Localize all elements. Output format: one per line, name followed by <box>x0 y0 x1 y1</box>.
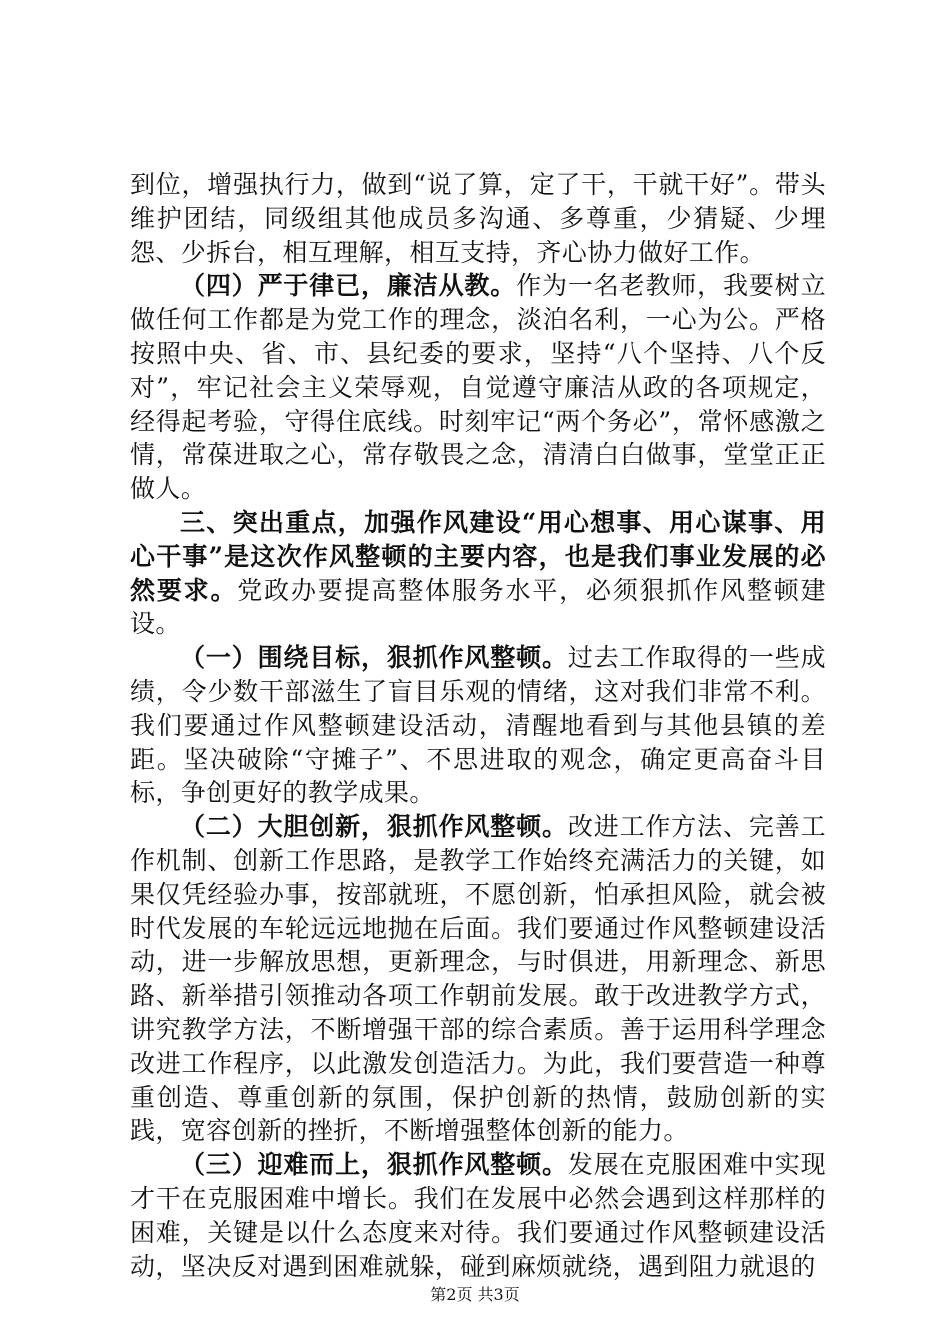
paragraph-continuation <box>130 168 826 269</box>
paragraph-text: 党政办要提高整体服务水平，必须狠抓作风整顿建设。 <box>130 575 826 639</box>
paragraph-lead: （一）围绕目标，狠抓作风整顿。 <box>180 643 568 673</box>
paragraph-lead: （四）严于律已，廉洁从教。 <box>180 271 517 301</box>
paragraph-text: 到位，增强执行力，做到“说了算，定了干，干就干好”。带头维护团结，同级组其他成员多沟通、多尊重，少猜疑、少埋怨、少拆台，相互理解，相互支持，齐心协力做好工作。 <box>130 170 826 267</box>
paragraph-lead: （三）迎难而上，狠抓作风整顿。 <box>180 1150 568 1180</box>
page-footer: 第2页 共3页 <box>430 1285 520 1304</box>
paragraph-text: 发展在克服困难中实现才干在克服困难中增长。我们在发展中必然会遇到这样那样的困难，关键是以什么态度来对待。我们要通过作风整顿建设活动，坚决反对遇到困难就躲，碰到麻烦就绕，遇到阻力就退的 <box>130 1150 826 1281</box>
paragraph-text: 改进工作方法、完善工作机制、创新工作思路，是教学工作始终充满活力的关键，如果仅凭经验办事，按部就班，不愿创新，怕承担风险，就会被时代发展的车轮远远地抛在后面。我们要通过作风整顿建设活动，进一步解放思想，更新理念，与时俱进，用新理念、新思路、新举措引领推动各项工作朝前发展。敢于改进教学方式，讲究教学方法，不断增强干部的综合素质。善于运用科学理念改进工作程序，以此激发创造活力。为此，我们要营造一种尊重创造、尊重创新的氛围，保护创新的热情，鼓励创新的实践，宽容创新的挫折，不断增强整体创新的能力。 <box>130 812 826 1146</box>
paragraph-text: 过去工作取得的一些成绩，令少数干部滋生了盲目乐观的情绪，这对我们非常不利。我们要通过作风整顿建设活动，清醒地看到与其他县镇的差距。坚决破除“守摊子”、不思进取的观念，确定更高奋斗目标，争创更好的教学成果。 <box>130 643 826 808</box>
paragraph-text: 作为一名老教师，我要树立做任何工作都是为党工作的理念，淡泊名利，一心为公。严格按照中央、省、市、县纪委的要求，坚持“八个坚持、八个反对”，牢记社会主义荣辱观，自觉遵守廉洁从政的各项规定，经得起考验，守得住底线。时刻牢记“两个务必”，常怀感激之情，常葆进取之心，常存敬畏之念，清清白白做事，堂堂正正做人。 <box>130 271 826 504</box>
paragraph-innovation <box>130 810 826 1148</box>
document-body <box>130 168 826 1283</box>
section-three <box>130 506 826 641</box>
paragraph-lead: （二）大胆创新，狠抓作风整顿。 <box>180 812 568 842</box>
paragraph-self-discipline <box>130 269 826 506</box>
paragraph-goals <box>130 641 826 810</box>
paragraph-difficulties <box>130 1148 826 1283</box>
section-heading: 三、突出重点，加强作风建设“用心想事、用心谋事、用心干事”是这次作风整顿的主要内容，也是我们事业发展的必然要求。 <box>130 507 826 605</box>
